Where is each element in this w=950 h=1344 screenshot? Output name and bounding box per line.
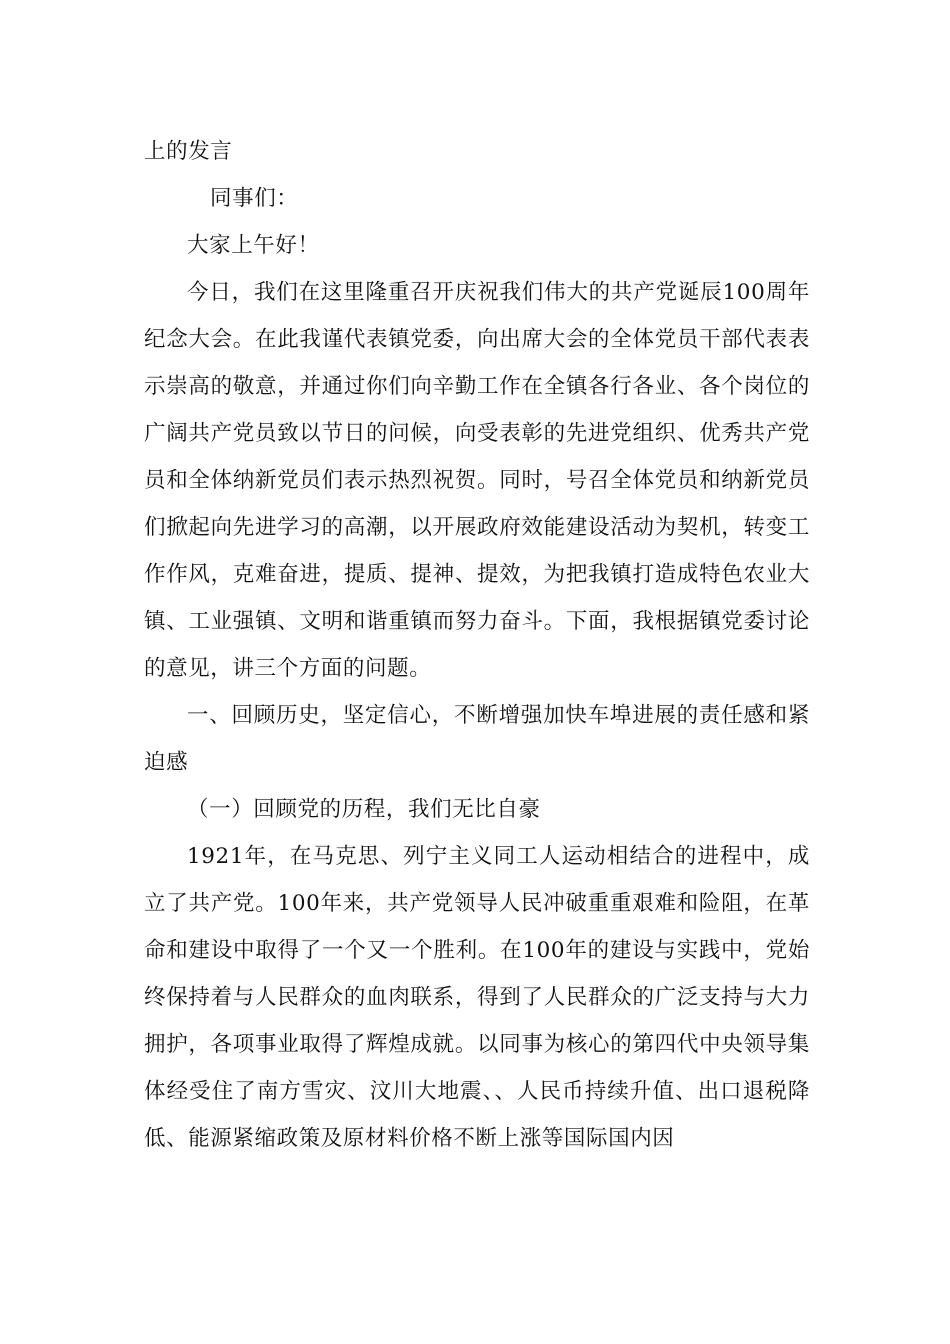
subsection-heading: （一）回顾党的历程，我们无比自豪 [187, 797, 541, 822]
section-heading: 一、回顾历史，坚定信心，不断增强加快车埠进展的责任感和紧迫感 [144, 703, 810, 775]
greeting: 大家上午好！ [187, 233, 320, 258]
title-tail: 上的发言 [144, 139, 233, 164]
salutation: 同事们： [210, 186, 299, 211]
intro-paragraph: 今日，我们在这里隆重召开庆祝我们伟大的共产党诞辰100周年纪念大会。在此我谨代表镇党委，向出席大会的全体党员干部代表表示崇高的敬意，并通过你们向辛勤工作在全镇各行各业、各个岗位的广阔共产党员致以节日的问候，向受表彰的先进党组织、优秀共产党员和全体纳新党员们表示热烈祝贺。同时，号召全体党员和纳新党员们掀起向先进学习的高潮，以开展政府效能建设活动为契机，转变工作作风，克难奋进，提质、提神、提效，为把我镇打造成特色农业大镇、工业强镇、文明和谐重镇而努力奋斗。下面，我根据镇党委讨论的意见，讲三个方面的问题。 [144, 280, 810, 681]
history-paragraph: 1921年，在马克思、列宁主义同工人运动相结合的进程中，成立了共产党。100年来，共产党领导人民冲破重重艰难和险阻，在革命和建设中取得了一个又一个胜利。在100年的建设与实践中，党始终保持着与人民群众的血肉联系，得到了人民群众的广泛支持与大力拥护，各项事业取得了辉煌成就。以同事为核心的第四代中央领导集体经受住了南方雪灾、汶川大地震、、人民币持续升值、出口退税降低、能源紧缩政策及原材料价格不断上涨等国际国内因 [144, 844, 810, 1151]
document-body [144, 128, 810, 1162]
